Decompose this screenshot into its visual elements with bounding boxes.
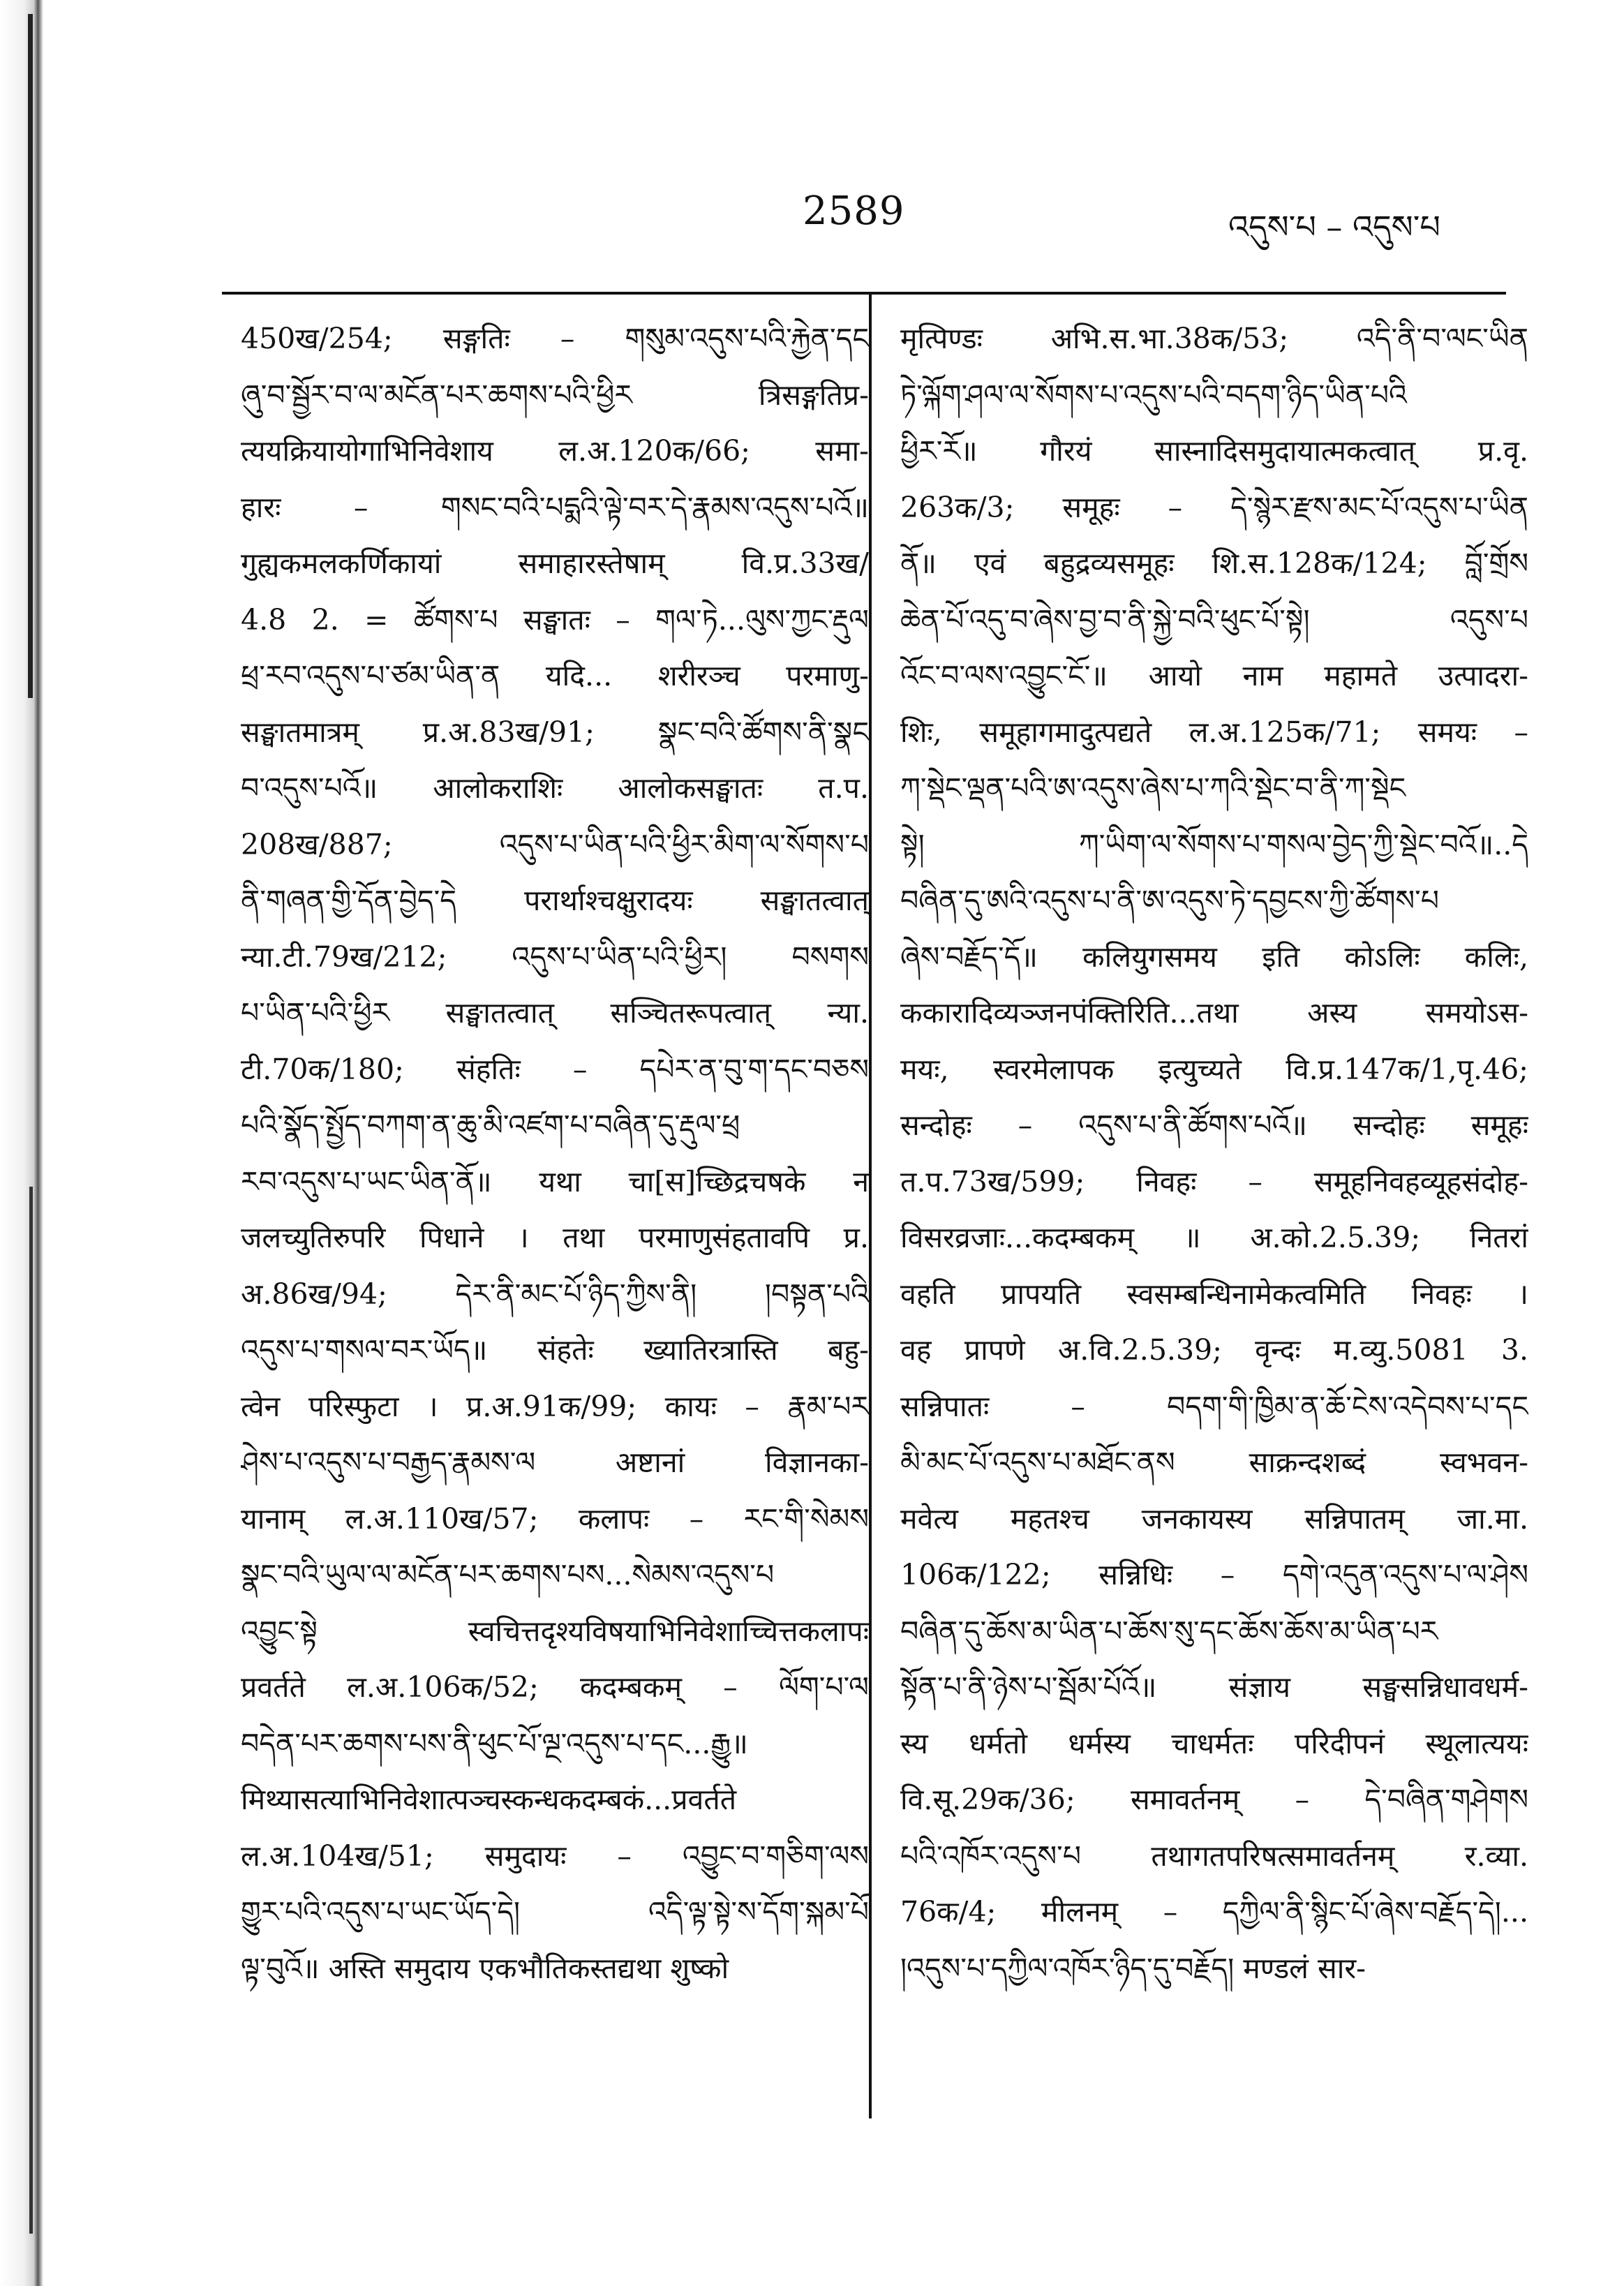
text-line: 4.8 2. = ཚོགས་པ सङ्घातः – གལ་ཏེ...ལུས་ཀྱང་རྡུལ [241, 602, 869, 637]
binding-mark [28, 14, 33, 698]
text-line: ཞེས་བརྗོད་དོ॥ कलियुगसमय इति कोऽलिः कलिः, [900, 940, 1528, 974]
text-line: 450ख/254; सङ्गतिः – གསུམ་འདུས་པའི་རྐྱེན་དང [241, 322, 869, 355]
text-line: वहति प्रापयति स्वसम्बन्धिनामेकत्वमिति निवहः । [900, 1277, 1528, 1311]
text-line: བཞིན་དུ་ཨའི་འདུས་པ་ནི་ཨ་འདུས་ཏེ་དབྱངས་ཀྱི་ཚོགས་པ [900, 884, 1440, 917]
text-line: རབ་འདུས་པ་ཡང་ཡིན་ནོ॥ यथा चा[स]च्छिद्रचषके न [241, 1164, 869, 1198]
text-line: ཞུ་བ་སྦྱོར་བ་ལ་མངོན་པར་ཆགས་པའི་ཕྱིར त्रिसङ्गतिप्र- [241, 378, 869, 412]
text-line: པ་ཡིན་པའི་ཕྱིར सङ्घातत्वात् सञ्चितरूपत्वात् न्या. [241, 996, 869, 1030]
text-line: གྱུར་པའི་འདུས་པ་ཡང་ཡོད་དེ། འདི་ལྟ་སྟེ་ས་དོག་སྐམ་པོ [241, 1895, 869, 1929]
page-number: 2589 [803, 188, 905, 234]
text-line: मयः, स्वरमेलापक इत्युच्यते वि.प्र.147क/1,पृ.46; [900, 1052, 1528, 1086]
text-line: मवेत्य महतश्च जनकायस्य सन्निपातम् जा.मा. [900, 1501, 1528, 1536]
text-line: སྟོན་པ་ནི་ཉེས་པ་སྦོམ་པོའོ॥ संज्ञाय सङ्घसन्निधावधर्म- [900, 1670, 1528, 1704]
text-line: འབྱུང་སྟེ स्वचित्तदृश्यविषयाभिनिवेशाच्चित्तकलापः [241, 1614, 869, 1648]
text-line: यानाम् ल.अ.110ख/57; कलापः – རང་གི་སེམས [241, 1501, 869, 1536]
text-line: བ་འདུས་པའོ॥ आलोकराशिः आलोकसङ्घातः त.प. [241, 771, 869, 805]
text-line: འདུས་པ་གསལ་བར་ཡོད॥ संहतेः ख्यातिरत्रास्ति बहु- [241, 1333, 869, 1367]
right-column [900, 311, 1528, 1996]
binding-mark [29, 1187, 33, 2234]
text-line: པའི་སྣོད་སྤྱོད་བཀག་ན་ཆུ་མི་འཛག་པ་བཞིན་དུ་རྡུལ་ཕྲ [241, 1108, 740, 1142]
page-binding-edge [0, 0, 43, 2286]
text-line: त.प.73ख/599; निवहः – समूहनिवहव्यूहसंदोह- [900, 1164, 1528, 1198]
running-head: འདུས་པ – འདུས་པ [1228, 208, 1440, 246]
text-line: ཏེ་ལྐོག་ཤལ་ལ་སོགས་པ་འདུས་པའི་བདག་ཉིད་ཡིན་པའི [900, 378, 1407, 412]
text-line: 208ख/887; འདུས་པ་ཡིན་པའི་ཕྱིར་མིག་ལ་སོགས་པ [241, 827, 869, 861]
text-line: ཕྲ་རབ་འདུས་པ་ཙམ་ཡིན་ན यदि... शरीरञ्च परमाणु- [241, 659, 869, 692]
left-column [241, 311, 869, 1996]
text-line: शिः, समूहागमादुत्पद्यते ल.अ.125क/71; समयः – [900, 715, 1528, 749]
text-line: त्ययक्रियायोगाभिनिवेशाय ल.अ.120क/66; समा- [241, 434, 869, 468]
text-line: प्रवर्तते ल.अ.106क/52; कदम्बकम् – ལོག་པ་ལ [241, 1670, 869, 1704]
text-line: अ.86ख/94; དེར་ནི་མང་པོ་ཉིད་ཀྱིས་ནི། །བསྟན་པའི [241, 1277, 869, 1311]
text-line: ककारादिव्यञ्जनपंक्तिरिति...तथा अस्य समयोऽस- [900, 996, 1528, 1030]
text-line: ནོ॥ एवं बहुद्रव्यसमूहः शि.स.128क/124; བློ་གྲོས [900, 547, 1528, 580]
text-line: སྟེ། ཀ་ཡིག་ལ་སོགས་པ་གསལ་བྱེད་ཀྱི་སྡེང་བའོ॥..དེ [900, 827, 1528, 861]
text-line: सन्दोहः – འདུས་པ་ནི་ཚོགས་པའོ॥ सन्दोहः समूहः [900, 1108, 1528, 1142]
text-line: འོང་བ་ལས་འབྱུང་ངོ་॥ आयो नाम महामते उत्पादरा- [900, 659, 1528, 692]
text-line: ཕྱིར་རོ॥ गौरयं सास्नादिसमुदायात्मकत्वात् प्र.वृ. [900, 434, 1528, 468]
text-line: 106क/122; सन्निधिः – དགེ་འདུན་འདུས་པ་ལ་ཤེས [900, 1558, 1528, 1591]
text-line: ཆེན་པོ་འདུ་བ་ཞེས་བྱ་བ་ནི་སྐྱེ་བའི་ཕུང་པོ་སྟེ། འདུས་པ [900, 602, 1528, 637]
column-divider [869, 293, 872, 2118]
header-rule [222, 292, 1506, 295]
text-line: ནི་གཞན་གྱི་དོན་བྱེད་དེ परार्थाश्चक्षुरादयः सङ्घातत्वात् [241, 884, 869, 917]
text-line: 76क/4; मीलनम् – དཀྱིལ་ནི་སྙིང་པོ་ཞེས་བརྗོད་དེ།... [900, 1895, 1528, 1929]
text-line: མི་མང་པོ་འདུས་པ་མཐོང་ནས साक्रन्दशब्दं स्वभवन- [900, 1446, 1528, 1479]
text-line: स्य धर्मतो धर्मस्य चाधर्मतः परिदीपनं स्थूलात्ययः [900, 1726, 1528, 1760]
text-line: བཞིན་དུ་ཆོས་མ་ཡིན་པ་ཆོས་སུ་དང་ཆོས་ཆོས་མ་ཡིན་པར [900, 1614, 1438, 1648]
text-line: जलच्युतिरुपरि पिधाने । तथा परमाणुसंहतावपि प्र. [241, 1221, 869, 1254]
text-line: हारः – གསང་བའི་པདྨའི་ལྟེ་བར་དེ་རྣམས་འདུས་པའོ॥ [241, 490, 869, 524]
text-line: त्वेन परिस्फुटा । प्र.अ.91क/99; कायः – རྣམ་པར [241, 1389, 869, 1423]
text-line: ཤེས་པ་འདུས་པ་བརྒྱད་རྣམས་ལ अष्टानां विज्ञानका- [241, 1446, 869, 1479]
text-line: टी.70क/180; संहतिः – དཔེར་ན་བུ་ག་དང་བཅས [241, 1052, 869, 1086]
text-line: सन्निपातः – བདག་གི་ཁྱིམ་ན་ཆོ་ངེས་འདེབས་པ་དང [900, 1389, 1528, 1423]
text-line: गुह्यकमलकर्णिकायां समाहारस्तेषाम् वि.प्र.33ख/ [241, 547, 869, 580]
text-line: ཀ་སྡེང་ལྡན་པའི་ཨ་འདུས་ཞེས་པ་ཀའི་སྡེང་བ་ནི་ཀ་སྡེང [900, 771, 1406, 805]
text-line: 263क/3; समूहः – དེ་སྙེར་རྫས་མང་པོ་འདུས་པ་ཡིན [900, 490, 1528, 524]
text-line: །འདུས་པ་དཀྱིལ་འཁོར་ཉིད་དུ་བརྗོད། मण्डलं सार- [900, 1951, 1366, 1985]
text-line: སྣང་བའི་ཡུལ་ལ་མངོན་པར་ཆགས་པས...སེམས་འདུས་པ [241, 1558, 775, 1591]
text-line: ल.अ.104ख/51; समुदायः – འབྱུང་བ་གཅིག་ལས [241, 1839, 869, 1873]
text-line: བདེན་པར་ཆགས་པས་ནི་ཕུང་པོ་ལྔ་འདུས་པ་དང...རྒྱུ॥ [241, 1726, 748, 1760]
text-line: सङ्घातमात्रम् प्र.अ.83ख/91; སྣང་བའི་ཚོགས་ནི་སྣང [241, 715, 869, 749]
text-line: विसरव्रजाः...कदम्बकम् ॥ अ.को.2.5.39; नितरां [900, 1221, 1528, 1254]
text-line: न्या.टी.79ख/212; འདུས་པ་ཡིན་པའི་ཕྱིར། བསགས [241, 940, 869, 974]
text-line: པའི་འཁོར་འདུས་པ तथागतपरिषत्समावर्तनम् र.व्या. [900, 1839, 1528, 1873]
text-line: वि.सू.29क/36; समावर्तनम् – དེ་བཞིན་གཤེགས [900, 1783, 1528, 1816]
text-line: वह प्रापणे अ.वि.2.5.39; वृन्दः म.व्यु.5081 3. [900, 1333, 1528, 1367]
text-line: मृत्पिण्डः अभि.स.भा.38क/53; འདི་ནི་བ་ལང་ཡིན [900, 322, 1528, 355]
text-line: ལྟ་བུའོ॥ अस्ति समुदाय एकभौतिकस्तद्यथा शुष्को [241, 1951, 729, 1985]
text-line: मिथ्यासत्याभिनिवेशात्पञ्चस्कन्धकदम्बकं...प्रवर्तते [241, 1783, 737, 1816]
